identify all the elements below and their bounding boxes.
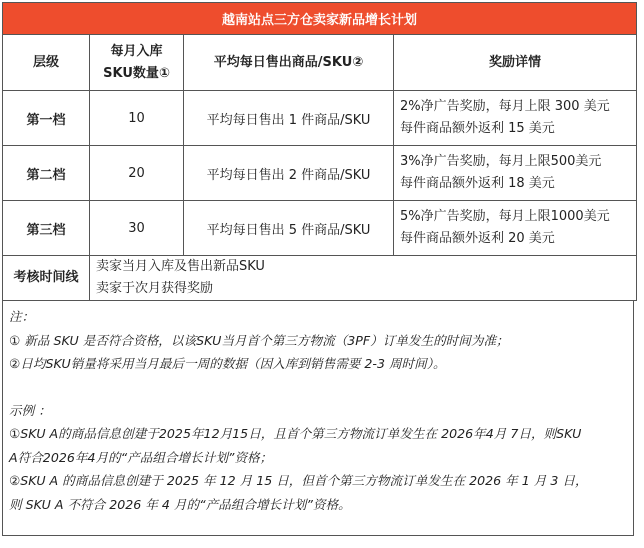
reward-rebate: 每件商品额外返利 15 美元	[400, 121, 555, 136]
tier-daily-sales: 平均每日售出 2 件商品/SKU	[184, 146, 394, 201]
reward-ad-bonus: 5%净广告奖励，每月上限1000美元	[400, 209, 610, 224]
notes-heading: 注：	[9, 309, 35, 324]
notes-spacer	[9, 376, 629, 399]
reward-ad-bonus: 3%净广告奖励，每月上限500美元	[400, 154, 602, 169]
tier-level: 第三档	[3, 201, 90, 256]
header-daily-sales: 平均每日售出商品/SKU②	[184, 35, 394, 91]
tier-daily-sales: 平均每日售出 5 件商品/SKU	[184, 201, 394, 256]
assessment-label: 考核时间线	[3, 256, 90, 301]
example-2-line-1: ②SKU A 的商品信息创建于 2025 年 12 月 15 日，但首个第三方物流订单发生在 2026 年 1 月 3 日，	[9, 473, 588, 488]
tier-sku-count: 30	[90, 201, 184, 256]
note-1: ① 新品 SKU 是否符合资格，以该SKU当月首个第三方物流（3PF）订单发生的时间为准；	[9, 332, 509, 348]
tier-reward	[394, 91, 637, 146]
assessment-details	[90, 256, 637, 301]
reward-ad-bonus: 2%净广告奖励，每月上限 300 美元	[400, 99, 610, 114]
example-heading: 示例 ：	[9, 402, 51, 418]
reward-rebate: 每件商品额外返利 20 美元	[400, 231, 555, 246]
program-document	[2, 2, 640, 536]
header-reward: 奖励详情	[394, 35, 637, 91]
assessment-line-2: 卖家于次月获得奖励	[96, 281, 214, 296]
assessment-line-1: 卖家当月入库及售出新品SKU	[96, 259, 265, 274]
title-row	[3, 3, 637, 35]
table-row	[3, 91, 637, 146]
table-title: 越南站点三方仓卖家新品增长计划	[3, 3, 637, 35]
example-1-line-2: A符合2026年4月的“产品组合增长计划”资格；	[9, 449, 273, 465]
tier-level: 第一档	[3, 91, 90, 146]
table-row	[3, 146, 637, 201]
tier-sku-count: 10	[90, 91, 184, 146]
note-2: ②日均SKU销量将采用当月最后一周的数据（因入库到销售需要 2-3 周时间）。	[9, 356, 446, 371]
header-sku-count: 每月入库SKU数量①	[90, 35, 184, 91]
tier-reward	[394, 146, 637, 201]
tier-daily-sales: 平均每日售出 1 件商品/SKU	[184, 91, 394, 146]
table-row	[3, 201, 637, 256]
tier-reward	[394, 201, 637, 256]
example-2-line-2: 则 SKU A 不符合 2026 年 4 月的“产品组合增长计划”资格。	[9, 496, 351, 512]
tier-sku-count: 20	[90, 146, 184, 201]
reward-rebate: 每件商品额外返利 18 美元	[400, 176, 555, 191]
header-row	[3, 35, 637, 91]
assessment-row	[3, 256, 637, 301]
example-1-line-1: ①SKU A的商品信息创建于2025年12月15日，且首个第三方物流订单发生在 2026年4月 7日，则SKU	[9, 426, 582, 441]
tier-level: 第二档	[3, 146, 90, 201]
notes-section	[2, 301, 634, 536]
tier-table	[2, 2, 637, 301]
header-level: 层级	[3, 35, 90, 91]
